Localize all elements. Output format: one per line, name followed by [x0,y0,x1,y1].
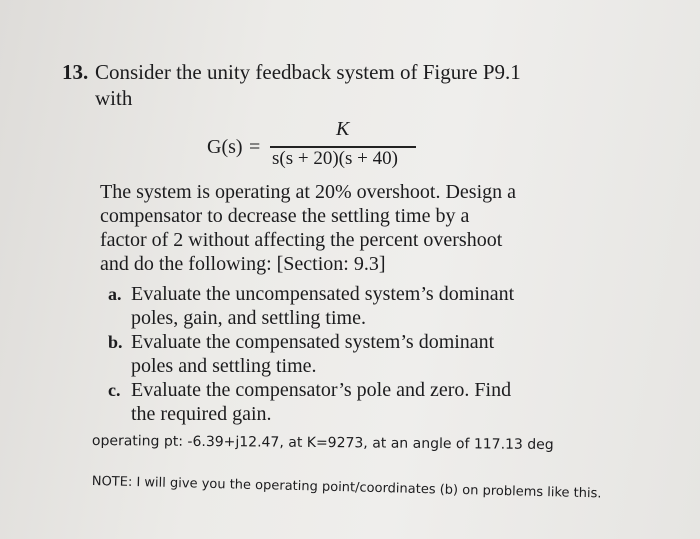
item-b-text-line-1: Evaluate the compensated system’s dominant [131,331,495,353]
problem-number: 13. [62,60,89,84]
operating-point-note: operating pt: -6.39+j12.47, at K=9273, at an angle of 117.13 deg [91,433,554,454]
equation-lhs: G(s) [207,136,243,158]
equation-numerator: K [336,118,350,140]
item-b-text-line-2: poles and settling time. [131,355,317,377]
equation-denominator: s(s + 20)(s + 40) [272,148,398,169]
item-a-text-line-1: Evaluate the uncompensated system’s dominant [131,283,515,305]
statement-line: factor of 2 without affecting the percent overshoot [100,229,503,251]
item-a-letter: a. [108,284,122,304]
item-c-text-line-1: Evaluate the compensator’s pole and zero. Find [131,379,512,401]
instructor-note: NOTE: I will give you the operating point/coordinates (b) on problems like this. [91,474,602,502]
item-a-text-line-2: poles, gain, and settling time. [131,307,366,329]
equation-equals: = [249,136,261,158]
statement-line: and do the following: [Section: 9.3] [100,253,386,275]
item-c-letter: c. [108,380,121,400]
item-b-letter: b. [108,332,123,352]
statement-line: compensator to decrease the settling time by a [100,205,470,227]
problem-intro-line-2: with [95,86,133,110]
item-c-text-line-2: the required gain. [131,403,272,425]
statement-line: The system is operating at 20% overshoot. Design a [100,181,517,203]
problem-intro-line-1: Consider the unity feedback system of Figure P9.1 [95,60,521,84]
